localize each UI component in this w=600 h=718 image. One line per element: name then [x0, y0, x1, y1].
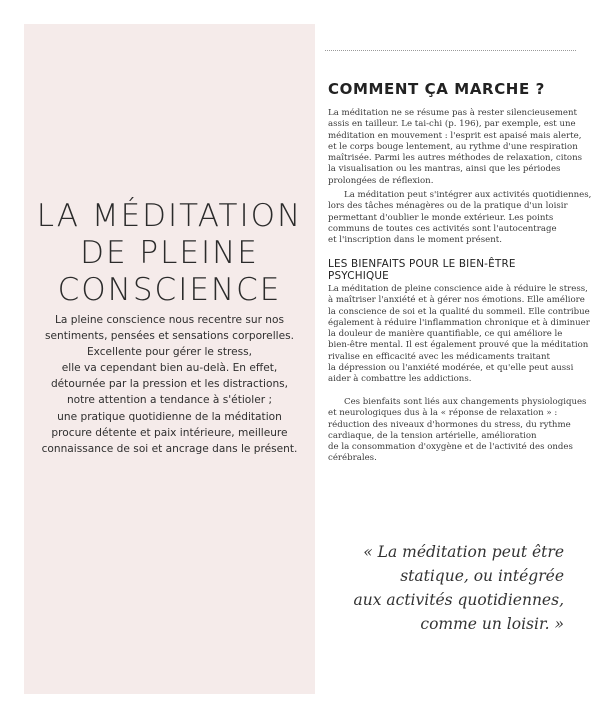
text-line: La méditation peut s'intégrer aux activités quotidiennes, [344, 190, 592, 200]
intro-line: procure détente et paix intérieure, meilleure [51, 426, 288, 439]
dotted-divider [325, 50, 576, 51]
text-line: prolongées de réflexion. [328, 175, 434, 186]
heading-line: LES BIENFAITS POUR LE BIEN-ÊTRE [328, 258, 516, 270]
text-line: également à réduire l'inflammation chronique et à diminuer [328, 317, 590, 328]
quote-line: comme un loisir. » [420, 615, 564, 633]
text-line: méditation en mouvement : l'esprit est apaisé mais alerte, [328, 130, 582, 141]
text-line: la conscience de soi et la qualité du sommeil. Elle contribue [328, 306, 590, 317]
text-line: rivalise en efficacité avec les médicaments traitant [328, 351, 550, 362]
title-line: CONSCIENCE [57, 272, 282, 308]
quote-line: statique, ou intégrée [400, 567, 564, 585]
text-line: Ces bienfaits sont liés aux changements physiologiques [344, 397, 587, 407]
subsection-heading [328, 259, 580, 282]
intro-line: Excellente pour gérer le stress, [86, 346, 253, 359]
text-line: de la consommation d'oxygène et de l'activité des ondes [328, 442, 573, 452]
text-line: à maîtriser l'anxiété et à gérer nos émotions. Elle améliore [328, 295, 585, 306]
title-line: DE PLEINE [80, 235, 259, 271]
intro-line: détournée par la pression et les distractions, [50, 378, 289, 391]
text-line: La méditation de pleine conscience aide à réduire le stress, [328, 284, 588, 294]
text-line: la visualisation ou les mantras, ainsi que les périodes [328, 164, 561, 175]
text-line: maîtrisée. Parmi les autres méthodes de relaxation, citons [328, 153, 583, 163]
quote-line: « La méditation peut être [363, 543, 564, 561]
text-line: communs de toutes ces activités sont l'autocentrage [328, 223, 557, 234]
text-line: la douleur de manière quantifiable, ce qui améliore le [328, 329, 563, 339]
text-line: et l'inscription dans le moment présent. [328, 235, 502, 245]
paragraph-physiology [328, 397, 587, 465]
quote-line: aux activités quotidiennes, [353, 591, 564, 609]
intro-line: une pratique quotidienne de la méditation [57, 410, 282, 423]
page-title [24, 198, 315, 309]
intro-line: connaissance de soi et ancrage dans le présent. [41, 442, 298, 455]
text-line: réduction des niveaux d'hormones du stress, du rythme [328, 419, 571, 430]
paragraph-daily-activities [328, 190, 592, 246]
intro-line: sentiments, pensées et sensations corporelles. [45, 330, 294, 343]
text-line: assis en tailleur. Le tai-chi (p. 196), par exemple, est une [328, 119, 576, 130]
text-line: cardiaque, de la tension artérielle, amélioration [328, 430, 537, 441]
paragraph-benefits [328, 284, 590, 385]
intro-paragraph [24, 312, 315, 457]
heading-line: PSYCHIQUE [328, 269, 389, 282]
text-line: et le corps bouge lentement, au rythme d'une respiration [328, 141, 578, 152]
text-line: et neurologiques dus à la « réponse de relaxation » : [328, 408, 558, 419]
intro-line: La pleine conscience nous recentre sur nos [54, 314, 285, 326]
text-line: permettant d'oublier le monde extérieur. Les points [328, 212, 554, 223]
intro-line: elle va cependant bien au-delà. En effet, [61, 362, 278, 375]
title-line: LA MÉDITATION [36, 198, 303, 234]
pull-quote [318, 540, 564, 636]
paragraph-how-it-works [328, 108, 583, 187]
text-line: La méditation ne se résume pas à rester silencieusement [328, 108, 577, 118]
text-line: bien-être mental. Il est également prouvé que la méditation [328, 340, 589, 351]
text-line: la dépression ou l'anxiété modérée, et qu'elle peut aussi [328, 362, 574, 373]
text-line: aider à combattre les addictions. [328, 374, 472, 384]
text-line: cérébrales. [328, 453, 377, 464]
section-heading: COMMENT ÇA MARCHE ? [328, 80, 545, 98]
text-line: lors des tâches ménagères ou de la pratique d'un loisir [328, 201, 568, 212]
intro-line: notre attention a tendance à s'étioler ; [66, 394, 273, 407]
